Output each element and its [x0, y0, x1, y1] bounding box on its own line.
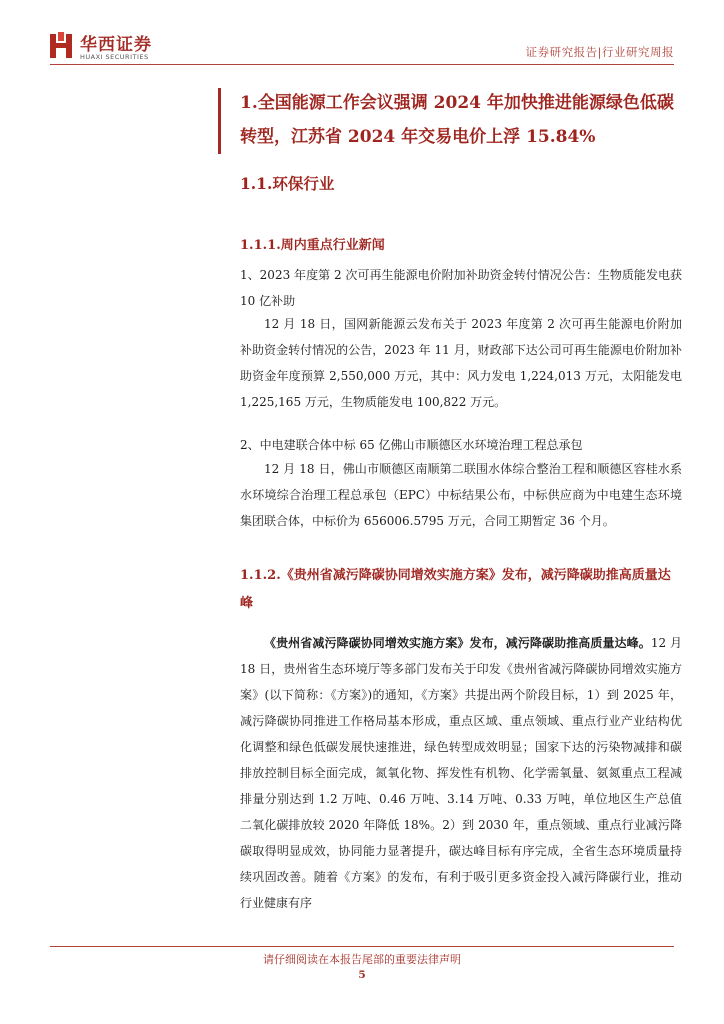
news-1-body: 12 月 18 日，国网新能源云发布关于 2023 年度第 2 次可再生能源电价附加补助资金转付情况的公告，2023 年 11 月，财政部下达公司可再生能源电价附加补助资金年度预算 2,550,000 万元，其中：风力发电 1,224,013 万元，太阳能发电 1,225,165 万元，生物质能发电 100,822 万元。: [240, 317, 682, 409]
section-heading-1-1-1: 1.1.1.周内重点行业新闻: [240, 238, 385, 253]
section-heading-1-1-2: 1.1.2.《贵州省减污降碳协同增效实施方案》发布，减污降碳助推高质量达峰: [240, 568, 671, 611]
brand-name-cn: 华西证券: [80, 35, 152, 55]
heading-accent-bar: [218, 88, 221, 154]
policy-paragraph-body: 12 月 18 日，贵州省生态环境厅等多部门发布关于印发《贵州省减污降碳协同增效实施方案》(以下简称：《方案》)的通知，《方案》共提出两个阶段目标，1）到 2025 年，减污降碳协同推进工作格局基本形成，重点区域、重点领域、重点行业产业结构优化调整和绿色低碳发展快速推进，绿色转型成效明显；国家下达的污染物减排和碳排放控制目标全面完成，氮氧化物、挥发性有机物、化学需氧量、氨氮重点工程减排量分别达到 1.2 万吨、0.46 万吨、3.14 万吨、0.33 万吨，单位地区生产总值二氧化碳排放较 2020 年降低 18%。2）到 2030 年，重点领域、重点行业减污降碳取得明显成效，协同能力显著提升，碳达峰目标有序完成，全省生态环境质量持续巩固改善。随着《方案》的发布，有利于吸引更多资金投入减污降碳行业，推动行业健康有序: [240, 636, 682, 910]
legal-disclaimer-note: 请仔细阅读在本报告尾部的重要法律声明: [263, 953, 461, 966]
news-2-body: 12 月 18 日，佛山市顺德区南顺第二联围水体综合整治工程和顺德区容桂水系水环境综合治理工程总承包（EPC）中标结果公布，中标供应商为中电建生态环境集团联合体，中标价为 656006.5795 万元，合同工期暂定 36 个月。: [240, 462, 682, 528]
section-heading-1: 1.全国能源工作会议强调 2024 年加快推进能源绿色低碳转型，江苏省 2024 年交易电价上浮 15.84%: [240, 93, 674, 147]
brand-name-en: HUAXI SECURITIES: [80, 53, 149, 61]
policy-paragraph: [240, 630, 682, 916]
news-2-title: 2、中电建联合体中标 65 亿佛山市顺德区水环境治理工程总承包: [240, 438, 583, 452]
footer-divider: [50, 946, 674, 947]
huaxi-logo-icon: [50, 32, 72, 58]
section-heading-1-1: 1.1.环保行业: [240, 174, 335, 193]
header-divider: [50, 64, 674, 65]
news-1-title: 1、2023 年度第 2 次可再生能源电价附加补助资金转付情况公告：生物质能发电获 10 亿补助: [240, 268, 682, 308]
report-type-label: 证券研究报告|行业研究周报: [525, 45, 674, 59]
page-header: [0, 0, 724, 70]
page-number: 5: [358, 969, 366, 981]
policy-paragraph-lead: 《贵州省减污降碳协同增效实施方案》发布，减污降碳助推高质量达峰。: [264, 636, 651, 650]
